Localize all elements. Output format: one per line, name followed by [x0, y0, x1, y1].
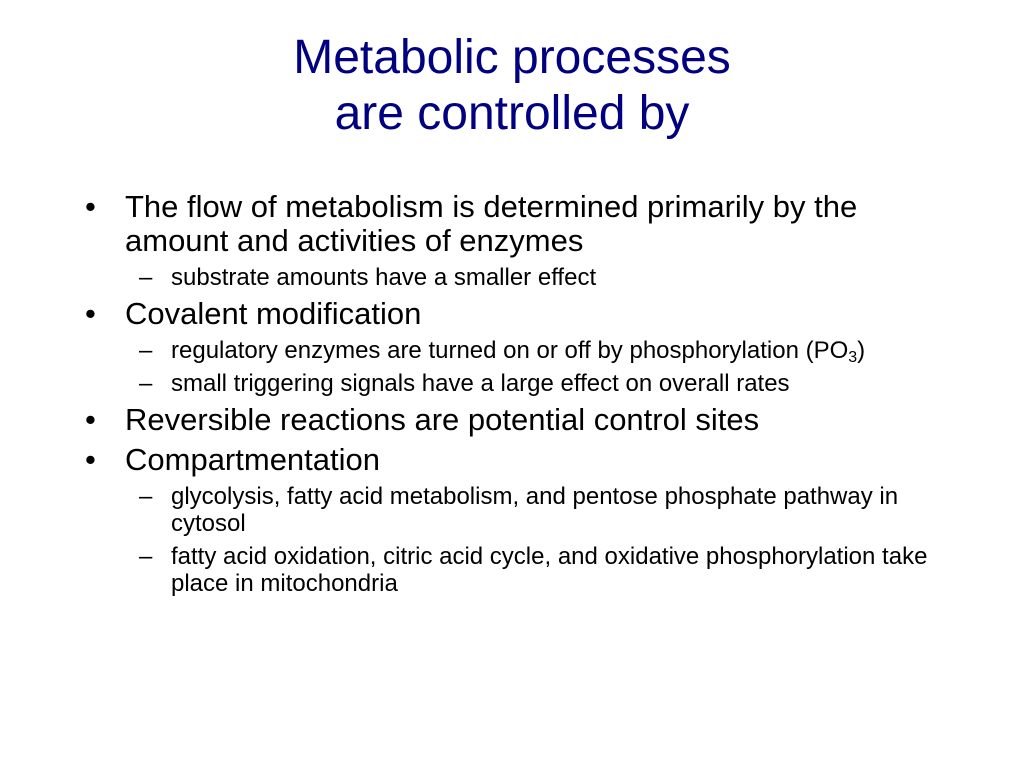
slide-title: [0, 30, 1024, 142]
bullet-text: The flow of metabolism is determined primarily by the amount and activities of enzymes: [125, 189, 858, 258]
sub-bullet-text: glycolysis, fatty acid metabolism, and pentose phosphate pathway in cytosol: [171, 483, 899, 537]
sub-bullet-text: small triggering signals have a large effect on overall rates: [171, 370, 790, 397]
dash-icon: –: [139, 370, 153, 397]
title-line-2: are controlled by: [334, 87, 690, 140]
sub-bullet-item: [85, 337, 955, 364]
sub-bullet-tail: ): [857, 337, 866, 364]
sub-bullet-text: regulatory enzymes are turned on or off by phosphorylation (PO: [171, 337, 849, 364]
dash-icon: –: [139, 543, 153, 570]
bullet-icon: •: [85, 402, 96, 437]
bullet-icon: •: [85, 189, 96, 224]
bullet-text: Covalent modification: [125, 296, 422, 331]
sub-bullet-item: [85, 264, 955, 291]
sub-bullet-text: fatty acid oxidation, citric acid cycle, and oxidative phosphorylation take place in mitochondria: [171, 543, 928, 597]
dash-icon: –: [139, 483, 153, 510]
subscript: 3: [848, 349, 858, 366]
bullet-item: [85, 443, 955, 477]
dash-icon: –: [139, 264, 153, 291]
bullet-text: Compartmentation: [125, 442, 381, 477]
bullet-item: [85, 190, 955, 258]
bullet-icon: •: [85, 296, 96, 331]
sub-bullet-item: [85, 543, 955, 597]
bullet-item: [85, 297, 955, 331]
bullet-item: [85, 403, 955, 437]
bullet-list: [85, 190, 955, 603]
sub-bullet-item: [85, 370, 955, 397]
title-line-1: Metabolic processes: [293, 31, 731, 84]
sub-bullet-item: [85, 483, 955, 537]
sub-bullet-text: substrate amounts have a smaller effect: [171, 264, 597, 291]
bullet-text: Reversible reactions are potential control sites: [125, 402, 760, 437]
dash-icon: –: [139, 337, 153, 364]
bullet-icon: •: [85, 442, 96, 477]
